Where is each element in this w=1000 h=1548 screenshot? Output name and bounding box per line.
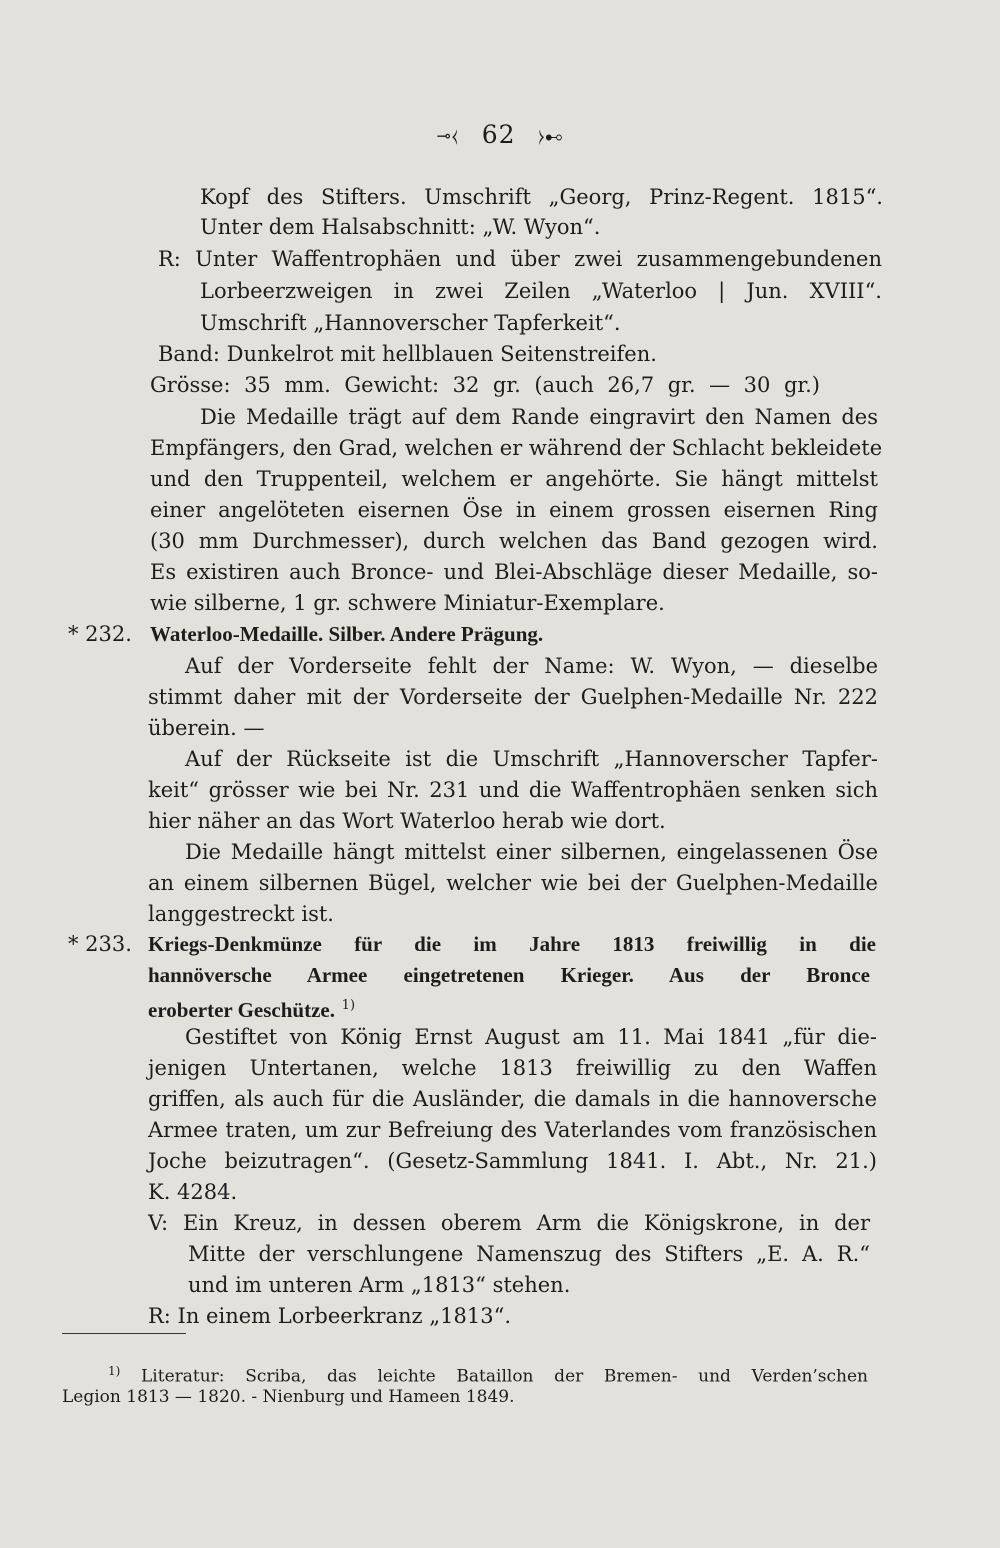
entry-title-line-wrap (148, 991, 448, 1021)
text-line: Kopf des Stifters. Umschrift „Georg, Prinz-Regent. 1815“. (200, 185, 883, 209)
entry-title: Waterloo-Medaille. Silber. Andere Prägung. (150, 622, 544, 646)
text-line: Die Medaille hängt mittelst einer silbernen, eingelassenen Öse (185, 840, 878, 864)
text-line: Gestiftet von König Ernst August am 11. Mai 1841 „für die- (185, 1025, 877, 1049)
entry-number: * 233. (68, 932, 132, 956)
text-line: hier näher an das Wort Waterloo herab wie dort. (148, 809, 666, 833)
text-line: Band: Dunkelrot mit hellblauen Seitenstreifen. (158, 342, 657, 366)
footnote-line: Legion 1813 — 1820. - Nienburg und Hameen 1849. (62, 1387, 515, 1407)
footnote-divider (62, 1333, 186, 1334)
text-line: Mitte der verschlungene Namenszug des Stifters „E. A. R.“ (188, 1242, 870, 1266)
text-line: und den Truppenteil, welchem er angehörte. Sie hängt mittelst (150, 467, 878, 491)
text-line: (30 mm Durchmesser), durch welchen das Band gezogen wird. (150, 529, 878, 553)
text-line: keit“ grösser wie bei Nr. 231 und die Waffentrophäen senken sich (148, 778, 878, 802)
text-line: und im unteren Arm „1813“ stehen. (188, 1273, 571, 1297)
text-line: stimmt daher mit der Vorderseite der Guelphen-Medaille Nr. 222 (148, 685, 878, 709)
text-line: Auf der Rückseite ist die Umschrift „Hannoverscher Tapfer- (185, 747, 878, 771)
text-line: Lorbeerzweigen in zwei Zeilen „Waterloo | Jun. XVIII“. (200, 279, 882, 303)
text-line: wie silberne, 1 gr. schwere Miniatur-Exemplare. (150, 591, 665, 615)
page-number: 62 (481, 120, 516, 149)
ornament-right-icon: ⧽⊷ (538, 126, 564, 147)
text-line: K. 4284. (148, 1180, 238, 1204)
text-line: griffen, als auch für die Ausländer, die damals in die hannoversche (148, 1087, 877, 1111)
text-line: Grösse: 35 mm. Gewicht: 32 gr. (auch 26,7 gr. — 30 gr.) (150, 373, 820, 397)
text-line: an einem silbernen Bügel, welcher wie bei der Guelphen-Medaille (148, 871, 878, 895)
entry-title-line: Kriegs-Denkmünze für die im Jahre 1813 freiwillig in die (148, 932, 876, 956)
text-line: überein. — (148, 716, 265, 740)
text-line: Umschrift „Hannoverscher Tapferkeit“. (200, 311, 621, 335)
entry-title-line: eroberter Geschütze. (148, 998, 335, 1022)
text-line: Unter dem Halsabschnitt: „W. Wyon“. (200, 215, 601, 239)
text-line: Empfängers, den Grad, welchen er während der Schlacht bekleidete (150, 436, 883, 460)
text-line: Die Medaille trägt auf dem Rande eingravirt den Namen des (200, 405, 878, 429)
text-line: einer angelöteten eisernen Öse in einem grossen eisernen Ring (150, 498, 878, 522)
text-line: Auf der Vorderseite fehlt der Name: W. Wyon, — dieselbe (185, 654, 878, 678)
page-header (0, 120, 1000, 149)
footnote-marker: 1) (108, 1364, 121, 1378)
text-line: R: In einem Lorbeerkranz „1813“. (148, 1304, 511, 1328)
entry-title-line: hannöversche Armee eingetretenen Krieger. Aus der Bronce (148, 963, 870, 987)
footnote-reference: 1) (341, 998, 356, 1013)
entry-number: * 232. (68, 622, 132, 646)
text-line: langgestreckt ist. (148, 902, 334, 926)
text-line: V: Ein Kreuz, in dessen oberem Arm die Königskrone, in der (148, 1211, 870, 1235)
ornament-left-icon: ⊸⧼ (436, 126, 459, 147)
text-line: jenigen Untertanen, welche 1813 freiwillig zu den Waffen (148, 1056, 877, 1080)
text-line: Es existiren auch Bronce- und Blei-Abschläge dieser Medaille, so- (150, 560, 878, 584)
text-line: Joche beizutragen“. (Gesetz-Sammlung 1841. I. Abt., Nr. 21.) (148, 1149, 877, 1173)
footnote-text: Literatur: Scriba, das leichte Bataillon der Bremen- und Verden’schen (141, 1366, 869, 1387)
text-line: R: Unter Waffentrophäen und über zwei zusammengebundenen (158, 247, 882, 271)
text-line: Armee traten, um zur Befreiung des Vaterlandes vom französischen (148, 1118, 877, 1142)
